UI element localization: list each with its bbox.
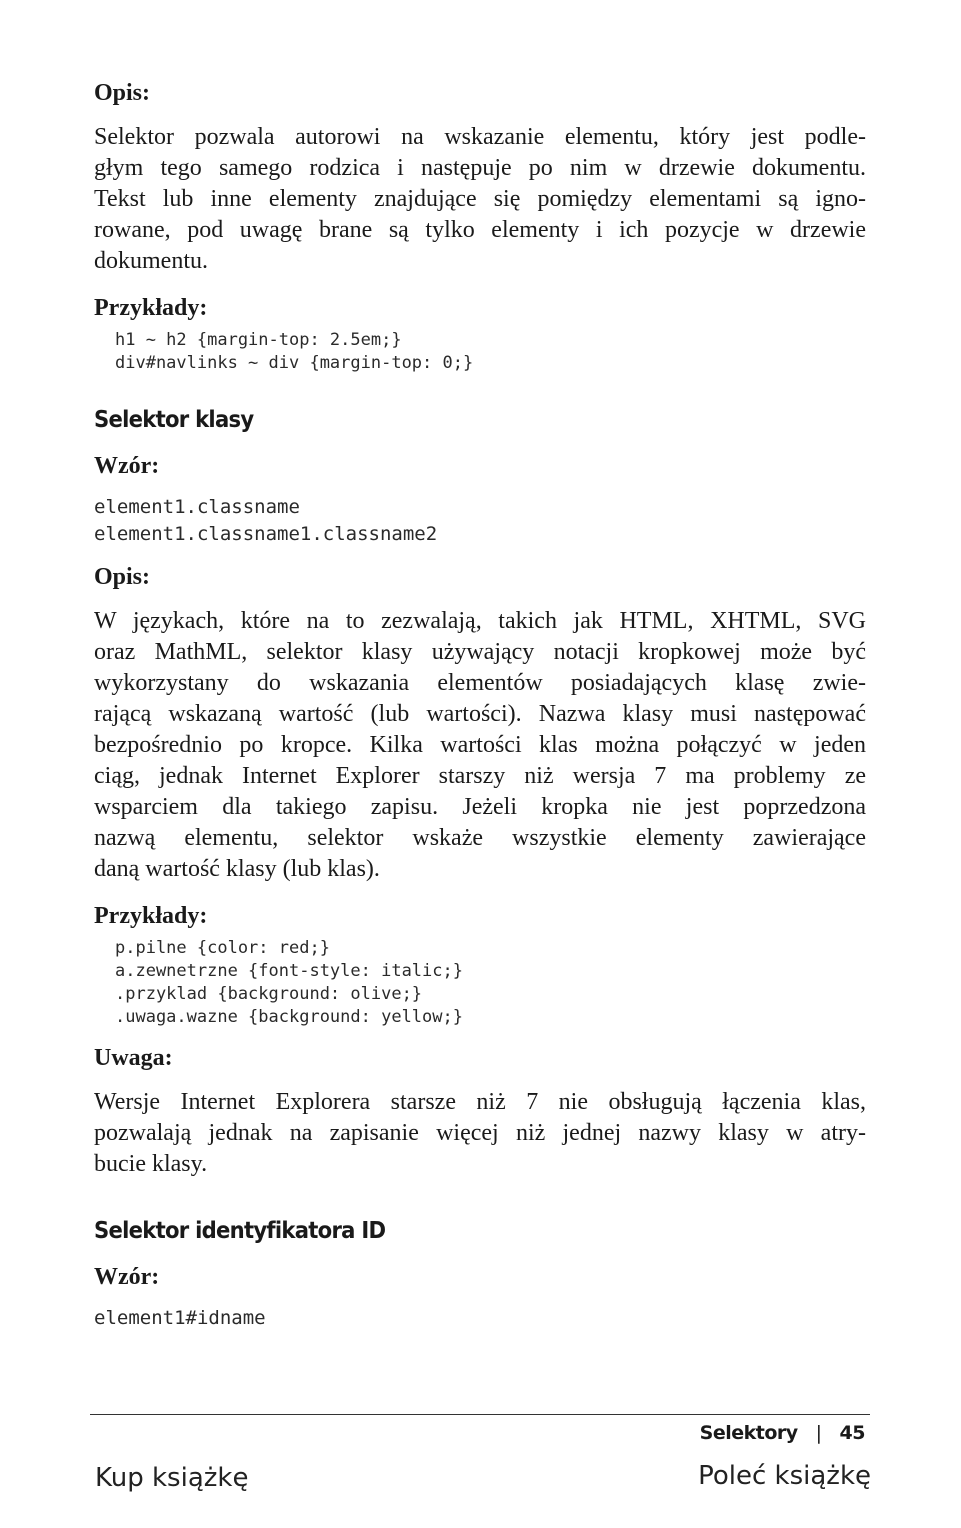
code-pattern: [94, 494, 866, 548]
running-footer: [700, 1422, 865, 1444]
code-pattern: [94, 1305, 866, 1332]
section-heading: Selektor klasy: [94, 407, 254, 433]
opis-label: Opis:: [94, 80, 151, 106]
code-line: .uwaga.wazne {background: yellow;}: [115, 1007, 463, 1027]
text-line: ciąg, jednak Internet Explorer starszy niż wersja 7 ma problemy ze: [94, 763, 866, 789]
page-body: [94, 78, 866, 1332]
code-line: element1.classname1.classname2: [94, 523, 438, 545]
text-line: głym tego samego rodzica i następuje po nim w drzewie dokumentu.: [94, 155, 866, 181]
text-line: pozwalają jednak na zapisanie więcej niż jednej nazwy klasy w atry-: [94, 1120, 866, 1146]
text-line: dokumentu.: [94, 248, 208, 274]
opis-label: Opis:: [94, 564, 151, 590]
text-line: wykorzystany do wskazania elementów posiadających klasę zwie-: [94, 670, 866, 696]
code-line: p.pilne {color: red;}: [115, 938, 330, 958]
text-line: rającą wskazaną wartość (lub wartości). Nazwa klasy musi następować: [94, 701, 866, 727]
text-line: W językach, które na to zezwalają, takich jak HTML, XHTML, SVG: [94, 608, 866, 634]
text-line: bucie klasy.: [94, 1151, 208, 1177]
text-line: bezpośrednio po kropce. Kilka wartości klas można połączyć w jeden: [94, 732, 866, 758]
footer-divider: [90, 1414, 870, 1415]
code-line: a.zewnetrzne {font-style: italic;}: [115, 961, 463, 981]
text-line: rowane, pod uwagę brane są tylko elementy i ich pozycje w drzewie: [94, 217, 866, 243]
text-line: nazwą elementu, selektor wskaże wszystkie elementy zawierające: [94, 825, 866, 851]
chapter-name: Selektory: [699, 1422, 798, 1444]
text-line: Wersje Internet Explorera starsze niż 7 nie obsługują łączenia klas,: [94, 1089, 866, 1115]
code-line: h1 ~ h2 {margin-top: 2.5em;}: [115, 330, 402, 350]
wzor-label: Wzór:: [94, 1264, 160, 1290]
code-example: [94, 329, 866, 375]
text-line: Selektor pozwala autorowi na wskazanie elementu, który jest podle-: [94, 124, 866, 150]
footer-separator: |: [815, 1422, 822, 1444]
uwaga-paragraph: [94, 1087, 866, 1180]
code-line: element1#idname: [94, 1307, 266, 1329]
code-example: [94, 937, 866, 1029]
text-line: Tekst lub inne elementy znajdujące się pomiędzy elementami są igno-: [94, 186, 866, 212]
przyklady-label: Przykłady:: [94, 295, 208, 321]
code-line: div#navlinks ~ div {margin-top: 0;}: [115, 353, 474, 373]
wzor-label: Wzór:: [94, 453, 160, 479]
text-line: daną wartość klasy (lub klas).: [94, 856, 380, 882]
opis-paragraph: [94, 122, 866, 277]
opis-paragraph: [94, 606, 866, 885]
text-line: wsparciem dla takiego zapisu. Jeżeli kropka nie jest poprzedzona: [94, 794, 866, 820]
buy-book-link[interactable]: Kup książkę: [95, 1463, 249, 1493]
code-line: .przyklad {background: olive;}: [115, 984, 423, 1004]
przyklady-label: Przykłady:: [94, 903, 208, 929]
text-line: oraz MathML, selektor klasy używający notacji kropkowej może być: [94, 639, 866, 665]
code-line: element1.classname: [94, 496, 300, 518]
uwaga-label: Uwaga:: [94, 1045, 173, 1071]
page-number: 45: [839, 1422, 865, 1444]
recommend-book-link[interactable]: Poleć książkę: [698, 1461, 871, 1491]
section-heading: Selektor identyfikatora ID: [94, 1218, 386, 1244]
